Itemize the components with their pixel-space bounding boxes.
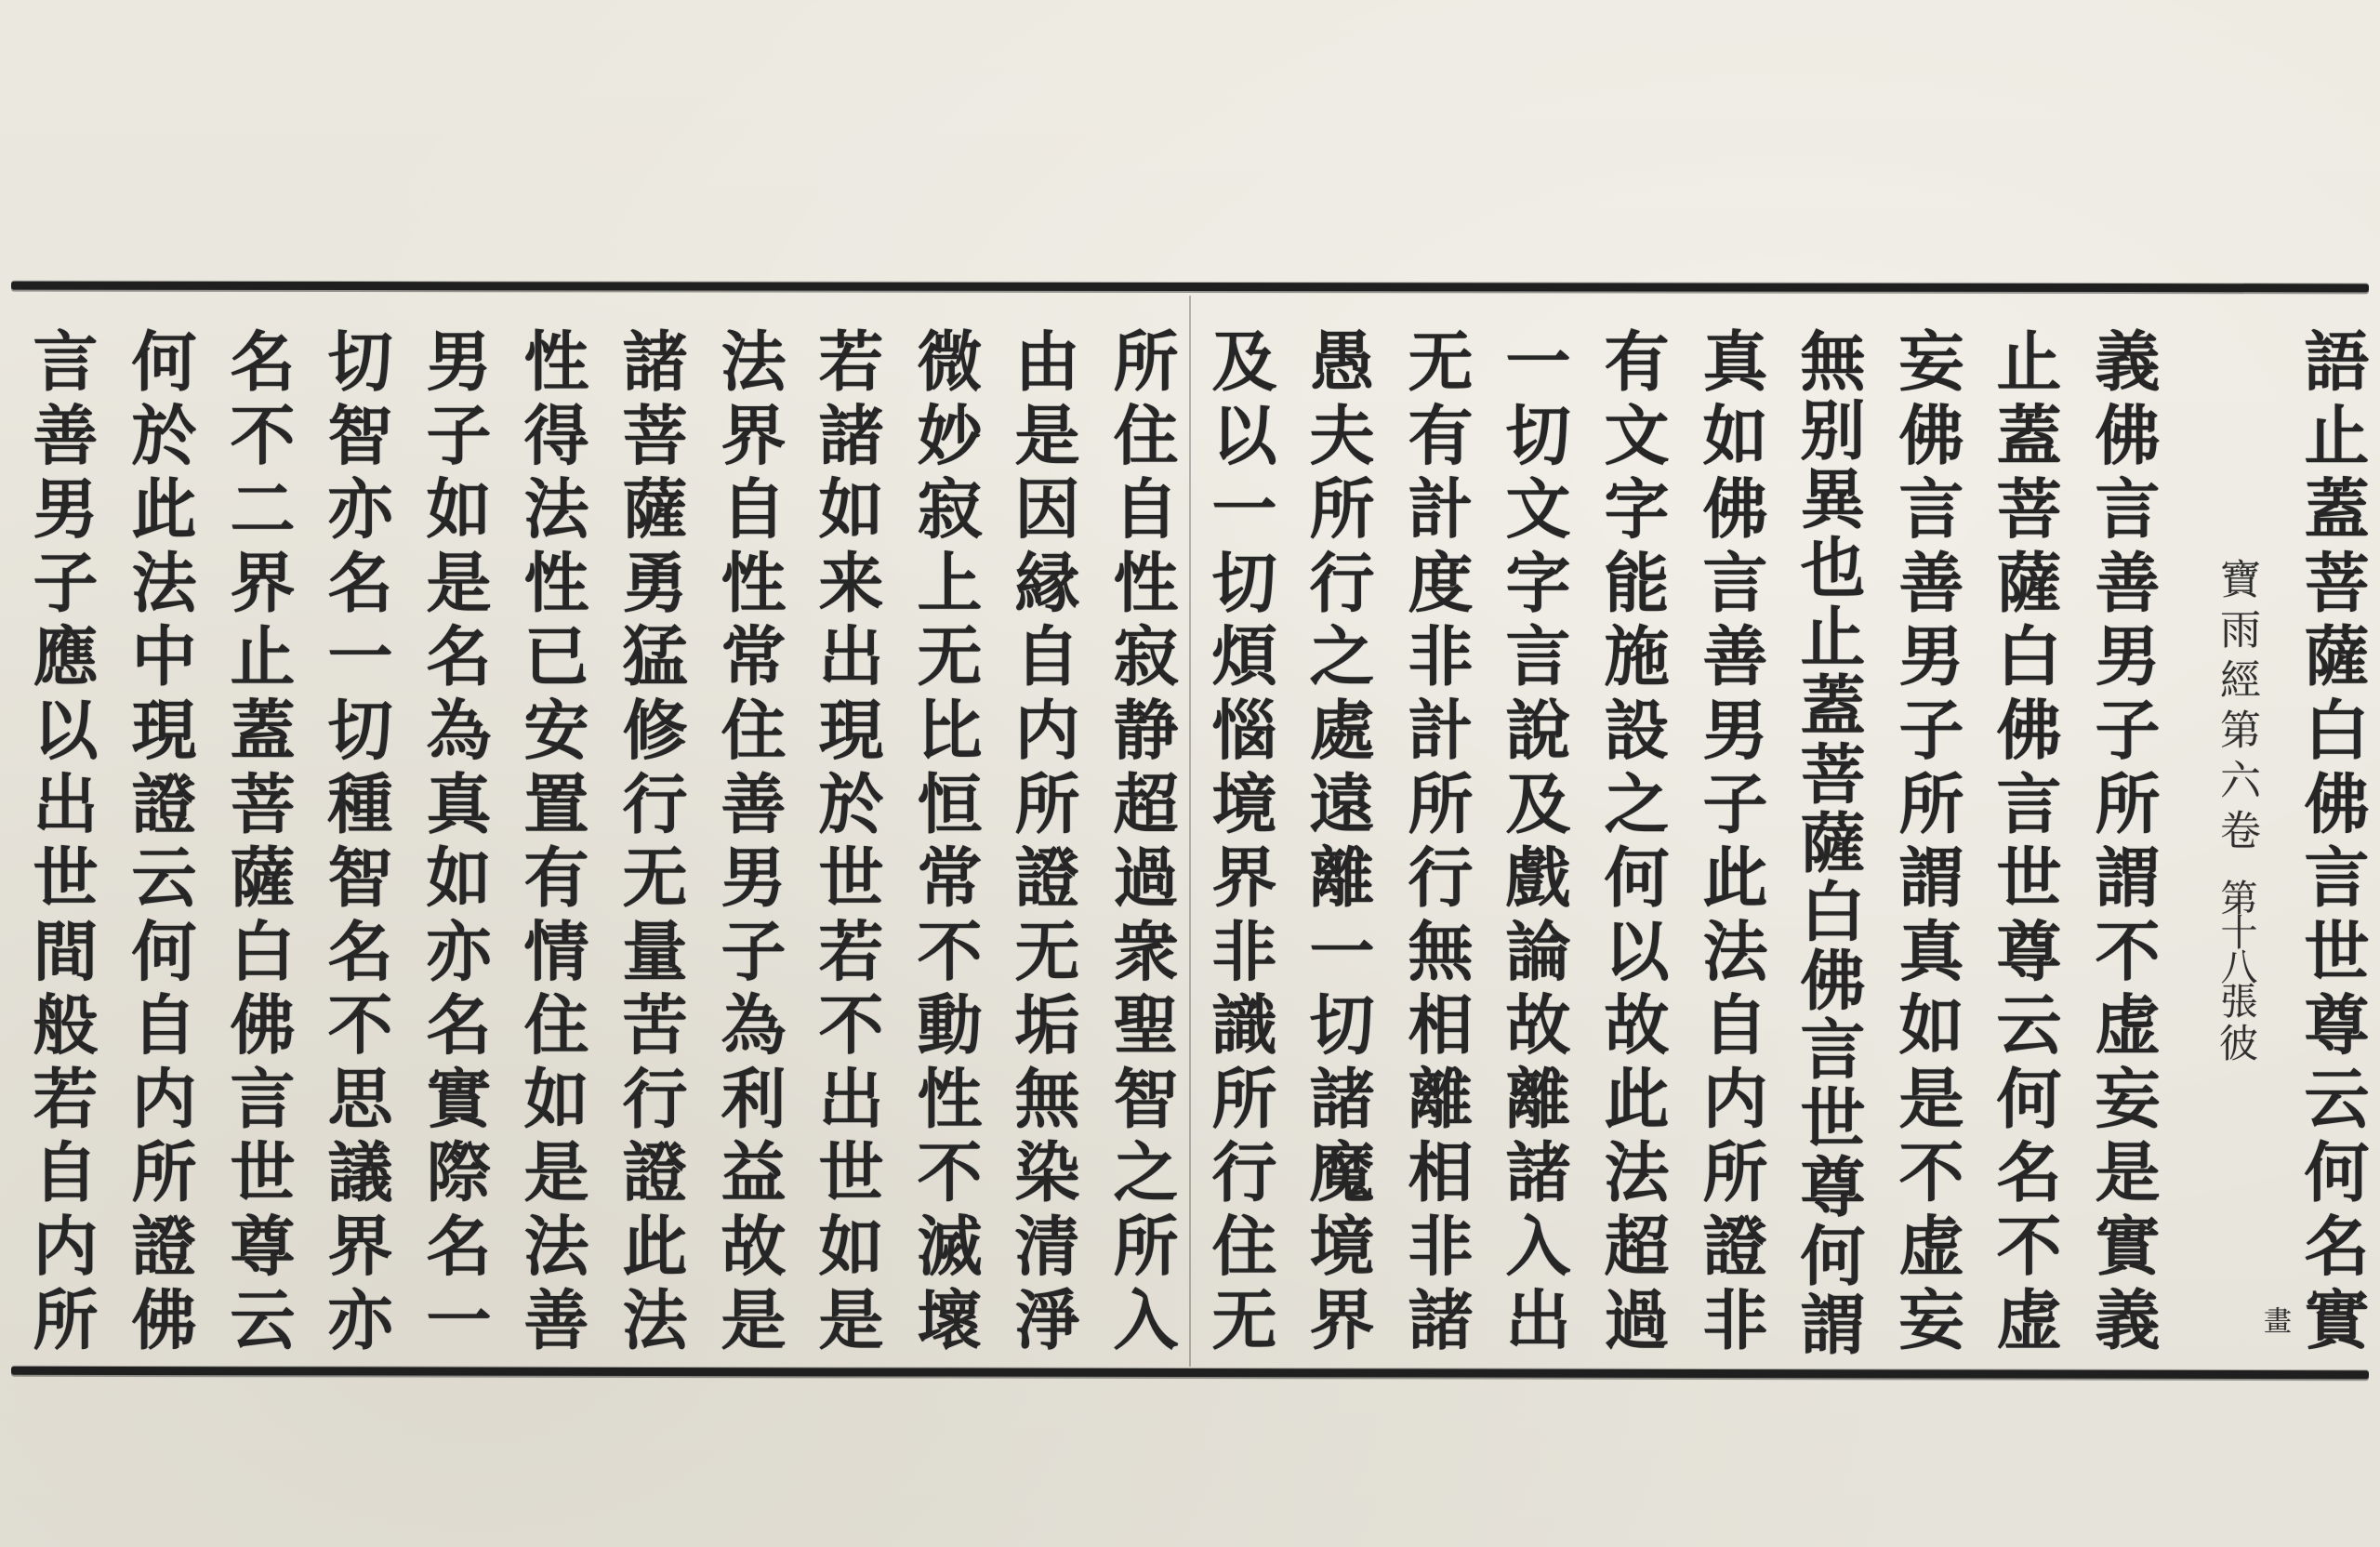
text-column: 無别異也止蓋菩薩白佛言世尊何謂 (1790, 327, 1867, 1359)
text-column: 義佛言善男子所謂不虚妄是實義 (2084, 327, 2162, 1359)
text-column: 語止蓋菩薩白佛言世尊云何名實 (2294, 327, 2371, 1359)
text-column: 愚夫所行之處遠離一切諸魔境界 (1299, 327, 1376, 1359)
text-column: 由是因縁自内所證无垢無染清淨 (1004, 327, 1081, 1359)
bottom-border-line (11, 1367, 2369, 1379)
text-column: 法界自性常住善男子為利益故是 (710, 327, 787, 1359)
text-column: 一切文字言說及戲論故離諸入出 (1495, 327, 1572, 1359)
margin-note-title: 寶雨經第六卷 (2213, 558, 2260, 859)
text-column: 有文字能施設之何以故此法超過 (1593, 327, 1671, 1359)
margin-note-carver: 彼 (2214, 1023, 2259, 1062)
text-column: 若諸如来出現於世若不出世如是 (808, 327, 885, 1359)
text-column: 妄佛言善男子所謂真如是不虚妄 (1888, 327, 1965, 1359)
text-column: 所住自性寂静超過衆聖智之所入 (1103, 327, 1180, 1359)
margin-bottom-mark: 畫 (2258, 1306, 2291, 1334)
text-column: 止蓋菩薩白佛言世尊云何名不虚 (1986, 327, 2063, 1359)
text-column: 名不二界止蓋菩薩白佛言世尊云 (219, 327, 297, 1359)
text-column: 真如佛言善男子此法自内所證非 (1692, 327, 1769, 1359)
text-column: 切智亦名一切種智名不思議界亦 (317, 327, 394, 1359)
text-column: 何於此法中現證云何自内所證佛 (121, 327, 198, 1359)
text-column: 男子如是名為真如亦名實際名一 (416, 327, 493, 1359)
text-column: 微妙寂上无比恒常不動性不滅壞 (906, 327, 984, 1359)
text-column: 性得法性已安置有情住如是法善 (513, 327, 590, 1359)
fold-line (1189, 296, 1191, 1367)
text-column: 諸菩薩勇猛修行无量苦行證此法 (612, 327, 689, 1359)
margin-note-sheet-number: 第十八張 (2215, 879, 2257, 1016)
text-column: 言善男子應以出世間般若自内所 (22, 327, 99, 1359)
text-column: 无有計度非計所行無相離相非諸 (1397, 327, 1474, 1359)
text-column: 及以一切煩惱境界非識所行住无 (1201, 327, 1278, 1359)
top-border-line (11, 282, 2369, 293)
